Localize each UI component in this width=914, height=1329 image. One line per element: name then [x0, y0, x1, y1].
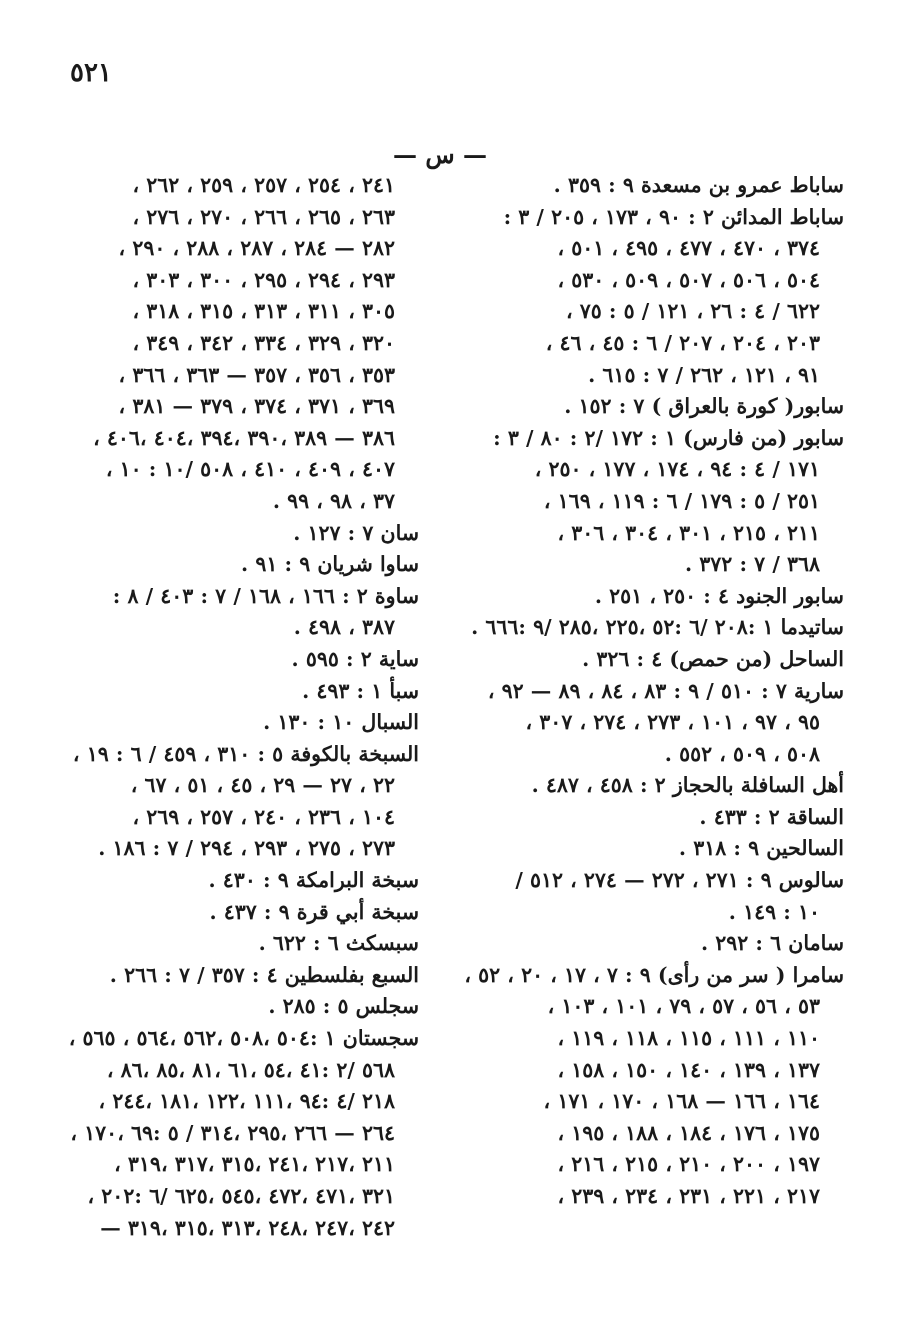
index-entry: ساتيدما ١ :٢٠٨ /٦ :٥٢ ،٢٢٥ ،٢٨٥ /٩ :٦٦٦ .: [471, 615, 844, 640]
index-entry: سامرا ( سر من رأى) ٩ : ٧ ، ١٧ ، ٢٠ ، ٥٢ ،: [464, 962, 844, 987]
page-number: ٥٢١: [70, 58, 112, 88]
section-heading: — س —: [392, 140, 487, 169]
index-continuation-line: ١٦٤ ، ١٦٦ — ١٦٨ ، ١٧٠ ، ١٧١ ،: [543, 1089, 820, 1114]
index-entry: سبخة أبي قرة ٩ : ٤٣٧ .: [209, 899, 419, 924]
index-continuation-line: ٣٨٦ — ٣٨٩ ،٣٩٠ ،٣٩٤ ،٤٠٤ ،٤٠٦ ،: [93, 425, 395, 450]
index-continuation-line: ١٧٥ ، ١٧٦ ، ١٨٤ ، ١٨٨ ، ١٩٥ ،: [557, 1120, 820, 1145]
index-continuation-line: ٩٥ ، ٩٧ ، ١٠١ ، ٢٧٣ ، ٢٧٤ ، ٣٠٧ ،: [525, 710, 820, 735]
index-column-right: [444, 170, 844, 1213]
index-continuation-line: ٢٤١ ، ٢٥٤ ، ٢٥٧ ، ٢٥٩ ، ٢٦٢ ،: [132, 173, 395, 197]
index-entry: السالحين ٩ : ٣١٨ .: [678, 836, 844, 861]
index-entry: الساقة ٢ : ٤٣٣ .: [699, 804, 844, 829]
index-continuation-line: ٢٦٣ ، ٢٦٥ ، ٢٦٦ ، ٢٧٠ ، ٢٧٦ ،: [132, 204, 395, 229]
index-continuation-line: ٣٢٠ ، ٣٢٩ ، ٣٣٤ ، ٣٤٢ ، ٣٤٩ ،: [132, 330, 395, 355]
index-entry: السبع بفلسطين ٤ : ٣٥٧ / ٧ : ٢٦٦ .: [109, 962, 419, 987]
index-continuation-line: ١٩٧ ، ٢٠٠ ، ٢١٠ ، ٢١٥ ، ٢١٦ ،: [557, 1152, 820, 1177]
index-continuation-line: ٣٧٤ ، ٤٧٠ ، ٤٧٧ ، ٤٩٥ ، ٥٠١ ،: [557, 236, 820, 261]
index-continuation-line: ٢٤٢ ،٢٤٧ ،٢٤٨ ،٣١٣ ،٣١٥ ،٣١٩ —: [100, 1215, 395, 1240]
index-continuation-line: ٥٦٨ /٢ :٤١ ،٥٤ ،٦١ ،٨١ ،٨٥ ،٨٦ ،: [106, 1057, 395, 1082]
index-continuation-line: ٢٩٣ ، ٢٩٤ ، ٢٩٥ ، ٣٠٠ ، ٣٠٣ ،: [132, 267, 395, 292]
index-entry: الساحل (من حمص) ٤ : ٣٢٦ .: [582, 646, 844, 671]
index-entry: السبخة بالكوفة ٥ : ٣١٠ ، ٤٥٩ / ٦ : ١٩ ،: [72, 741, 419, 766]
index-continuation-line: ٢٥١ / ٥ : ١٧٩ / ٦ : ١١٩ ، ١٦٩ ،: [543, 488, 820, 513]
index-continuation-line: ٢٧٣ ، ٢٧٥ ، ٢٩٣ ، ٢٩٤ / ٧ : ١٨٦ .: [98, 836, 395, 861]
index-continuation-line: ٥٠٤ ، ٥٠٦ ، ٥٠٧ ، ٥٠٩ ، ٥٣٠ ،: [557, 267, 820, 292]
index-column-left: [0, 170, 419, 1244]
index-continuation-line: ٩١ ، ١٢١ ، ٢٦٢ / ٧ : ٦١٥ .: [588, 362, 820, 387]
index-entry: ساباط المدائن ٢ : ٩٠ ، ١٧٣ ، ٢٠٥ / ٣ :: [503, 204, 844, 229]
index-continuation-line: ١٠ : ١٤٩ .: [728, 899, 820, 924]
index-entry: سابور( كورة بالعراق ) ٧ : ١٥٢ .: [564, 394, 844, 419]
index-entry: السبال ١٠ : ١٣٠ .: [263, 710, 419, 735]
index-continuation-line: ٢٦٤ — ٢٦٦ ،٢٩٥ ،٣١٤ / ٥ :٦٩ ،١٧٠ ،: [70, 1120, 395, 1145]
index-entry: سارية ٧ : ٥١٠ / ٩ : ٨٣ ، ٨٤ ، ٨٩ — ٩٢ ،: [487, 678, 844, 703]
index-entry: سجلس ٥ : ٢٨٥ .: [268, 994, 419, 1019]
index-entry: سجستان ١ :٥٠٤ ،٥٠٨ ،٥٦٢ ،٥٦٤ ، ٥٦٥ ،: [68, 1026, 419, 1051]
index-entry: سالوس ٩ : ٢٧١ ، ٢٧٢ — ٢٧٤ ، ٥١٢ /: [515, 868, 844, 893]
index-entry: سان ٧ : ١٢٧ .: [293, 520, 419, 545]
index-continuation-line: ٣٧ ، ٩٨ ، ٩٩ .: [272, 488, 395, 513]
index-entry: سابور (من فارس) ١ : ١٧٢ /٢ : ٨٠ / ٣ :: [493, 425, 844, 450]
index-entry: ساوا شريان ٩ : ٩١ .: [241, 552, 419, 577]
index-entry: ساباط عمرو بن مسعدة ٩ : ٣٥٩ .: [553, 173, 844, 197]
index-entry: سبخة البرامكة ٩ : ٤٣٠ .: [208, 868, 419, 893]
index-continuation-line: ١٠٤ ، ٢٣٦ ، ٢٤٠ ، ٢٥٧ ، ٢٦٩ ،: [132, 804, 395, 829]
index-continuation-line: ٥٣ ، ٥٦ ، ٥٧ ، ٧٩ ، ١٠١ ، ١٠٣ ،: [547, 994, 820, 1019]
index-continuation-line: ٢١٨ /٤ :٩٤ ،١١١ ،١٢٢ ،١٨١ ،٢٤٤ ،: [98, 1089, 395, 1114]
index-continuation-line: ٦٢٢ / ٤ : ٢٦ ، ١٢١ / ٥ : ٧٥ ،: [565, 299, 820, 324]
index-continuation-line: ٤٠٧ ، ٤٠٩ ، ٤١٠ ، ٥٠٨ /١٠ : ١٠ ،: [105, 457, 395, 482]
index-entry: سابور الجنود ٤ : ٢٥٠ ، ٢٥١ .: [594, 583, 844, 608]
index-entry: ساية ٢ : ٥٩٥ .: [291, 646, 419, 671]
index-continuation-line: ٣٦٩ ، ٣٧١ ، ٣٧٤ ، ٣٧٩ — ٣٨١ ،: [118, 394, 395, 419]
index-continuation-line: ٣٨٧ ، ٤٩٨ .: [293, 615, 395, 640]
index-entry: سبأ ١ : ٤٩٣ .: [302, 678, 419, 703]
index-continuation-line: ١١٠ ، ١١١ ، ١١٥ ، ١١٨ ، ١١٩ ،: [557, 1026, 820, 1051]
index-continuation-line: ٢٠٣ ، ٢٠٤ ، ٢٠٧ / ٦ : ٤٥ ، ٤٦ ،: [545, 330, 820, 355]
index-entry: سبسكث ٦ : ٦٢٢ .: [258, 931, 419, 956]
index-continuation-line: ٣٦٨ / ٧ : ٣٧٢ .: [685, 552, 820, 577]
index-continuation-line: ٢١١ ، ٢١٥ ، ٣٠١ ، ٣٠٤ ، ٣٠٦ ،: [557, 520, 820, 545]
index-continuation-line: ٣٠٥ ، ٣١١ ، ٣١٣ ، ٣١٥ ، ٣١٨ ،: [132, 299, 395, 324]
index-entry: ساوة ٢ : ١٦٦ ، ١٦٨ / ٧ : ٤٠٣ / ٨ :: [112, 583, 419, 608]
index-continuation-line: ٥٠٨ ، ٥٠٩ ، ٥٥٢ .: [664, 741, 820, 766]
index-continuation-line: ١٣٧ ، ١٣٩ ، ١٤٠ ، ١٥٠ ، ١٥٨ ،: [557, 1057, 820, 1082]
index-continuation-line: ٢١٧ ، ٢٢١ ، ٢٣١ ، ٢٣٤ ، ٢٣٩ ،: [557, 1184, 820, 1208]
index-continuation-line: ٣٢١ ،٤٧١ ،٤٧٢ ،٥٤٥ ،٦٢٥ /٦ :٢٠٢ ،: [87, 1184, 395, 1208]
index-continuation-line: ٢٢ ، ٢٧ — ٢٩ ، ٤٥ ، ٥١ ، ٦٧ ،: [130, 773, 395, 798]
index-continuation-line: ١٧١ / ٤ : ٩٤ ، ١٧٤ ، ١٧٧ ، ٢٥٠ ،: [534, 457, 820, 482]
index-continuation-line: ٢١١ ،٢١٧ ،٢٤١ ،٣١٥ ،٣١٧ ،٣١٩ ،: [114, 1152, 395, 1177]
index-entry: أهل السافلة بالحجاز ٢ : ٤٥٨ ، ٤٨٧ .: [531, 773, 844, 798]
index-continuation-line: ٢٨٢ — ٢٨٤ ، ٢٨٧ ، ٢٨٨ ، ٢٩٠ ،: [118, 236, 395, 261]
index-continuation-line: ٣٥٣ ، ٣٥٦ ، ٣٥٧ — ٣٦٣ ، ٣٦٦ ،: [118, 362, 395, 387]
index-entry: سامان ٦ : ٢٩٢ .: [700, 931, 844, 956]
